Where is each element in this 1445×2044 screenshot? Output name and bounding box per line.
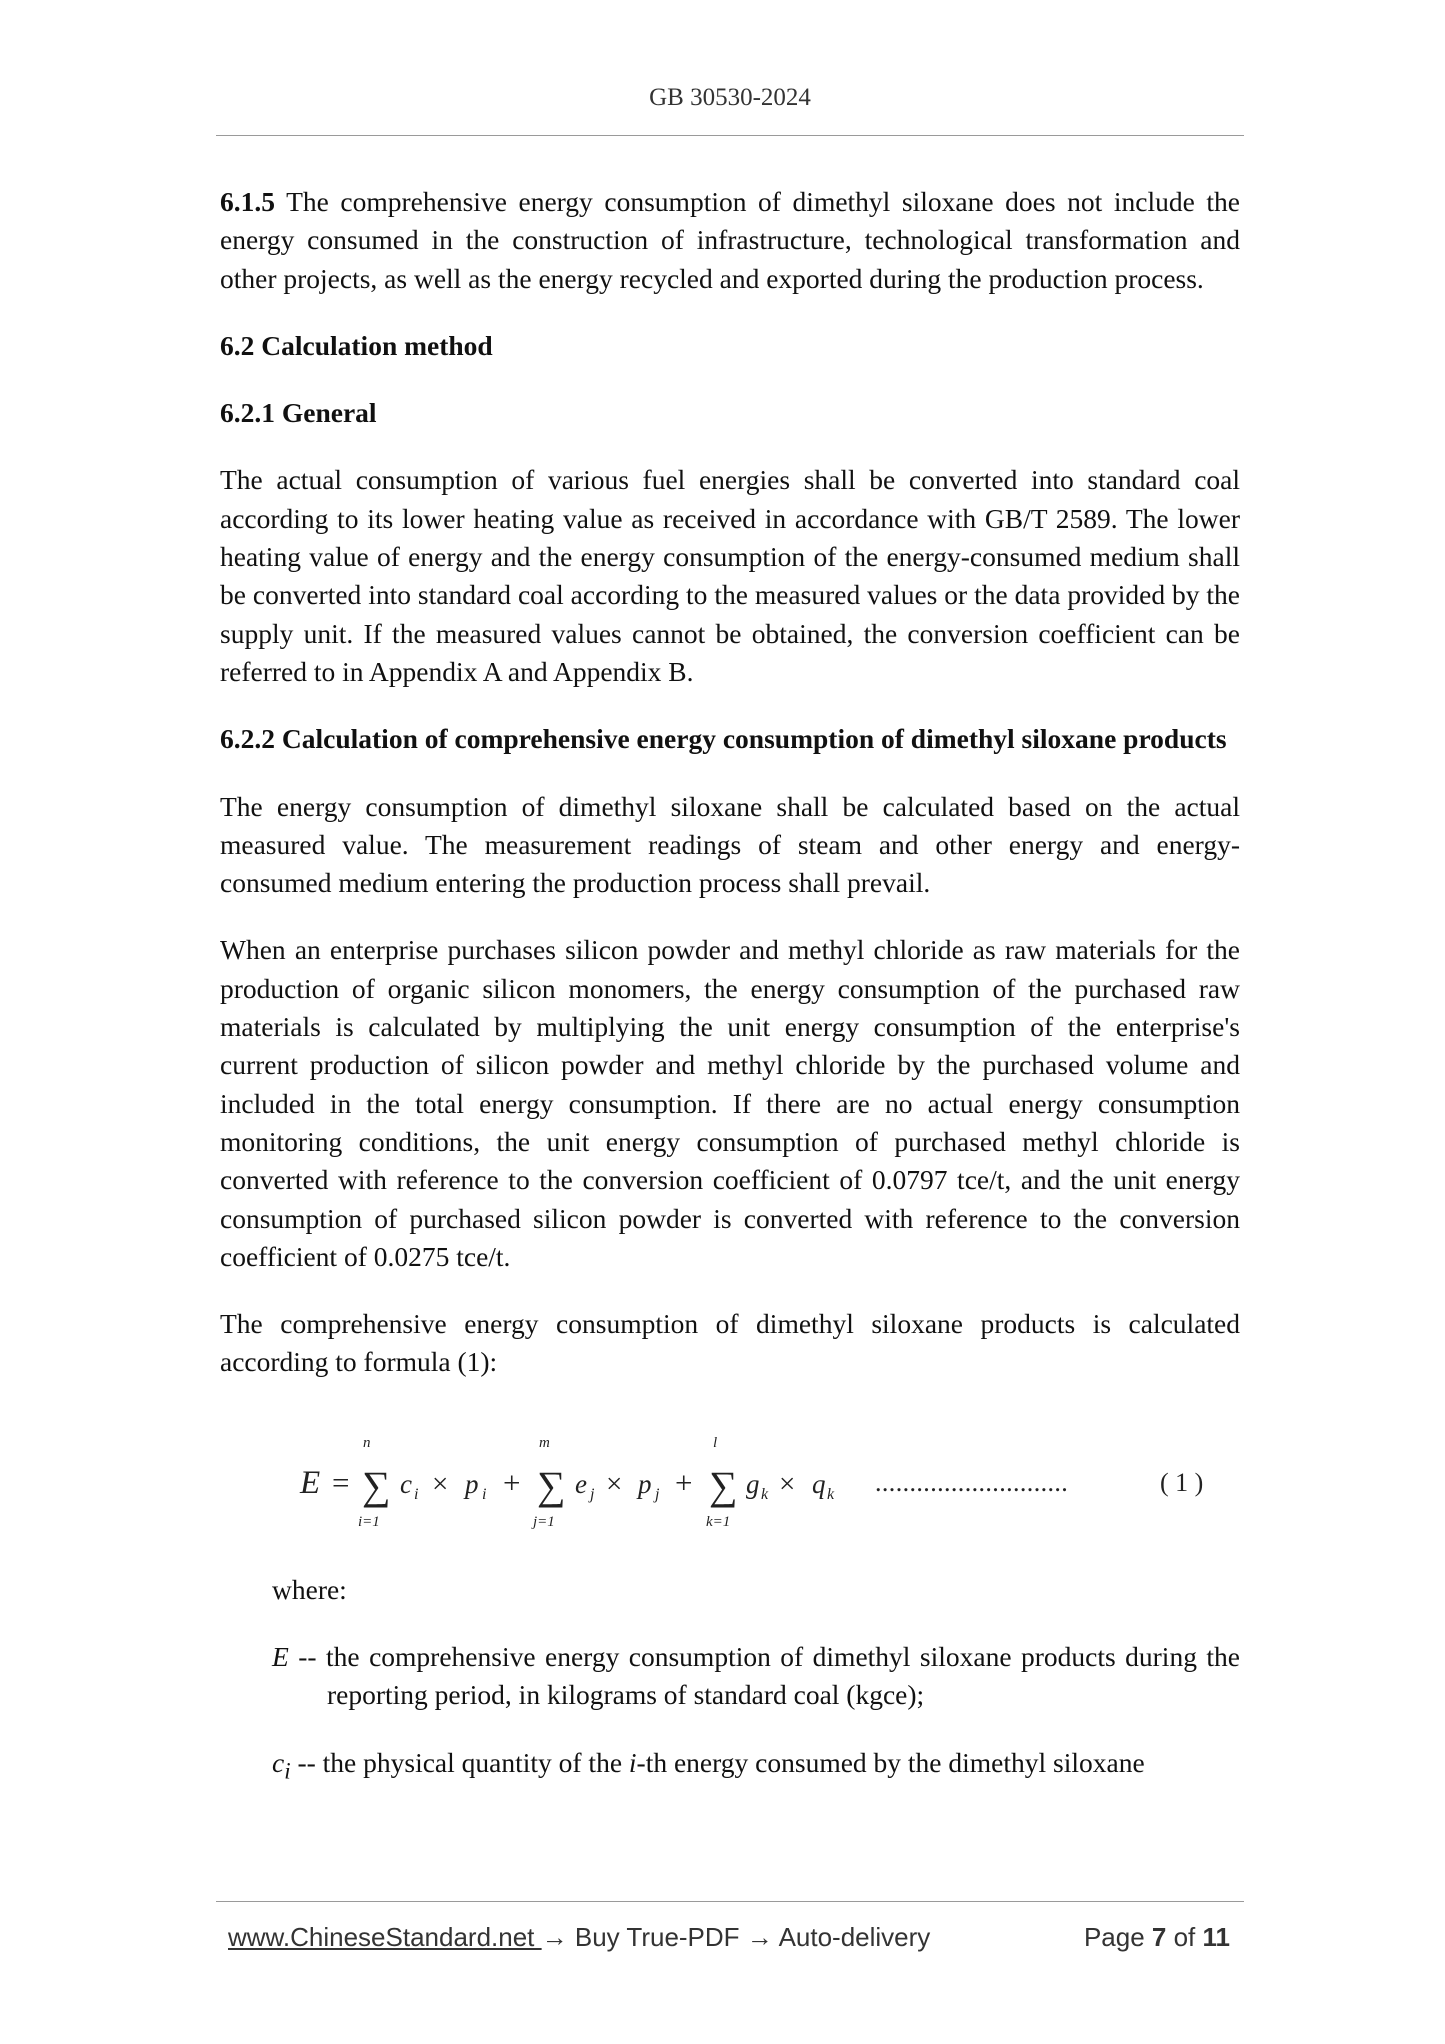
page-indicator	[1084, 1922, 1230, 1953]
sum3-symbol: ∑	[709, 1462, 738, 1508]
clause-text: The comprehensive energy consumption of dimethyl siloxane does not include the energy consumed in the construction of infrastructure, technological transformation and other projects, as well as the energy recycled and exported during the production process.	[220, 186, 1240, 294]
sum1-upper: n	[363, 1434, 371, 1451]
sum2-upper: m	[539, 1434, 550, 1451]
website-link[interactable]: www.ChineseStandard.net	[228, 1922, 542, 1952]
sum3-upper: l	[713, 1434, 718, 1451]
times-2: ×	[606, 1467, 623, 1500]
arrow-right-icon: →	[541, 1922, 568, 1952]
var-c: c	[400, 1468, 412, 1499]
paragraph-purchased-materials: When an enterprise purchases silicon powder and methyl chloride as raw materials for the production of organic silicon monomers, the energy consumption of the purchased raw materials is calculated by multiplying the unit energy consumption of the enterprise's current production of silicon powder and methyl chloride by the purchased volume and included in the total energy consumption. If there are no actual energy consumption monitoring conditions, the unit energy consumption of purchased methyl chloride is converted with reference to the conversion coefficient of 0.0797 tce/t, and the unit energy consumption of purchased silicon powder is converted with reference to the conversion coefficient of 0.0275 tce/t.	[220, 934, 1240, 1272]
sub-g-k: k	[761, 1485, 769, 1503]
sub-c-i: i	[414, 1485, 419, 1503]
plus-2: +	[675, 1464, 693, 1500]
var-g: g	[746, 1468, 760, 1499]
paragraph-general: The actual consumption of various fuel energies shall be converted into standard coal according to its lower heating value as received in accordance with GB/T 2589. The lower heating value of energy and the energy consumption of the energy-consumed medium shall be converted into standard coal according to the measured values or the data provided by the supply unit. If the measured values cannot be obtained, the conversion coefficient can be referred to in Appendix A and Appendix B.	[220, 464, 1240, 687]
definition-ci-text-2: -th energy consumed by the dimethyl siloxane	[636, 1746, 1145, 1778]
sum1-symbol: ∑	[362, 1462, 391, 1508]
heading-6-2: 6.2 Calculation method	[220, 329, 493, 361]
definition-E-text: -- the comprehensive energy consumption of dimethyl siloxane products during the reporting period, in kilograms of standard coal (kgce);	[288, 1641, 1240, 1711]
sub-q-k: k	[827, 1485, 835, 1503]
plus-1: +	[503, 1464, 521, 1500]
of-label: of	[1166, 1922, 1203, 1952]
arrow-right-icon: →	[746, 1922, 773, 1952]
sum2-symbol: ∑	[537, 1462, 566, 1508]
paragraph-formula-intro: The comprehensive energy consumption of dimethyl siloxane products is calculated according to formula (1):	[220, 1308, 1240, 1378]
definition-ci-text-1: -- the physical quantity of the	[290, 1746, 629, 1778]
formula-equals: =	[332, 1464, 350, 1500]
sub-e-j: j	[590, 1485, 595, 1503]
document-header	[216, 84, 1244, 112]
where-label: where:	[272, 1573, 347, 1605]
definition-E	[272, 1638, 1240, 1715]
times-3: ×	[779, 1467, 796, 1500]
definition-ci	[272, 1744, 1240, 1791]
header-divider	[216, 135, 1244, 136]
total-pages: 11	[1202, 1922, 1230, 1952]
formula-svg	[220, 1411, 1240, 1561]
sum1-lower: i=1	[358, 1513, 380, 1530]
var-q: q	[812, 1468, 826, 1499]
var-e: e	[575, 1468, 587, 1499]
sub-p-i: i	[482, 1485, 487, 1503]
standard-number: GB 30530-2024	[649, 84, 811, 111]
heading-6-2-1: 6.2.1 General	[220, 397, 377, 429]
sum3-lower: k=1	[706, 1513, 731, 1530]
clause-number: 6.1.5	[220, 186, 275, 217]
page-content	[220, 183, 1240, 1819]
formula-1	[220, 1411, 1240, 1561]
heading-6-2-2: 6.2.2 Calculation of comprehensive energy consumption of dimethyl siloxane products	[220, 723, 1227, 755]
symbol-E: E	[272, 1641, 289, 1673]
definition-ci-index: i	[628, 1746, 637, 1778]
sum2-lower: j=1	[533, 1513, 555, 1530]
footer-divider	[216, 1901, 1244, 1902]
formula-number: ( 1 )	[1160, 1467, 1204, 1497]
page-footer	[228, 1922, 1240, 1953]
formula-leader-dots: ............................	[875, 1467, 1069, 1497]
paragraph-6-1-5	[220, 183, 1240, 298]
paragraph-measured-value: The energy consumption of dimethyl siloxane shall be calculated based on the actual measured value. The measurement readings of steam and other energy and energy-consumed medium entering the production process shall prevail.	[220, 790, 1240, 899]
current-page: 7	[1151, 1922, 1167, 1952]
symbol-c: c	[272, 1746, 285, 1778]
page-label: Page	[1083, 1922, 1152, 1952]
formula-lhs: E	[300, 1464, 321, 1501]
var-p-2: p	[638, 1468, 652, 1499]
times-1: ×	[432, 1467, 449, 1500]
sub-p-j: j	[655, 1485, 660, 1503]
buy-pdf-text: Buy True-PDF	[567, 1922, 747, 1952]
var-p-1: p	[465, 1468, 479, 1499]
symbol-c-subscript: i	[284, 1758, 291, 1784]
auto-delivery-text: Auto-delivery	[772, 1922, 931, 1952]
